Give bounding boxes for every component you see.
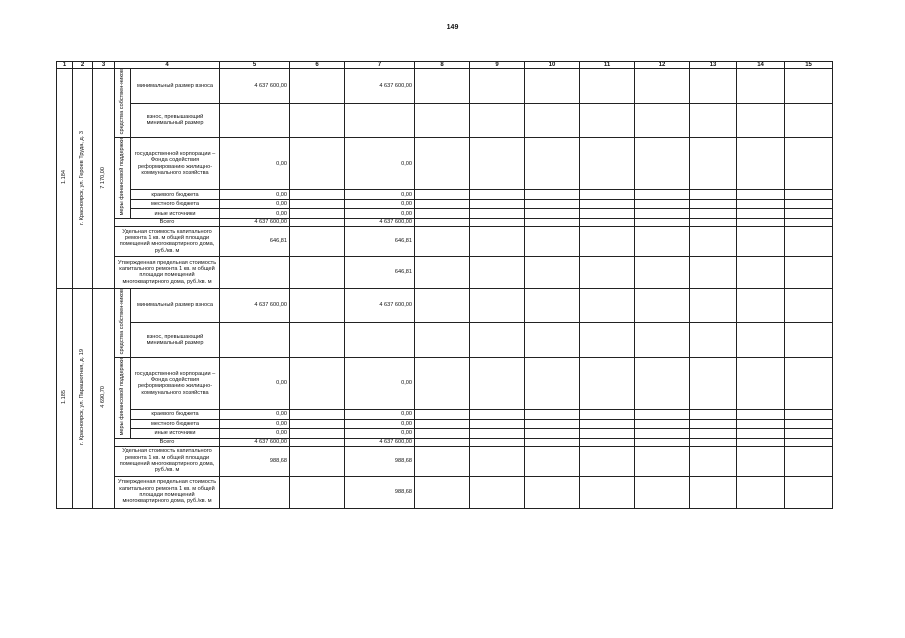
record-row [57, 69, 833, 103]
empty-cell [635, 103, 690, 137]
empty-cell [737, 218, 785, 226]
fund-label: государственной корпорации – Фонда содействия реформированию жилищно-коммунального хозяйства [131, 138, 220, 190]
empty-cell [635, 438, 690, 446]
empty-cell [525, 209, 580, 219]
cell-c5: 0,00 [220, 209, 290, 219]
cell-c5: 988,68 [220, 446, 290, 476]
empty-cell [470, 226, 525, 256]
column-header: 12 [635, 62, 690, 69]
empty-cell [690, 138, 737, 190]
empty-cell [525, 190, 580, 200]
empty-cell [737, 419, 785, 429]
empty-cell [635, 209, 690, 219]
cell-c7: 0,00 [345, 419, 415, 429]
empty-cell [737, 476, 785, 508]
empty-cell [690, 429, 737, 439]
empty-cell [580, 218, 635, 226]
cell-c7: 988,68 [345, 476, 415, 508]
empty-cell [690, 69, 737, 103]
empty-cell [635, 429, 690, 439]
empty-cell [635, 256, 690, 288]
empty-cell [635, 476, 690, 508]
empty-cell [785, 190, 833, 200]
record-row [57, 103, 833, 137]
empty-cell [345, 103, 415, 137]
empty-cell [690, 199, 737, 209]
empty-cell [290, 218, 345, 226]
empty-cell [737, 226, 785, 256]
column-header: 3 [93, 62, 115, 69]
record-row [57, 256, 833, 288]
empty-cell [415, 199, 470, 209]
empty-cell [580, 419, 635, 429]
empty-cell [290, 103, 345, 137]
empty-cell [525, 103, 580, 137]
record-area: 7 170,00 [93, 69, 115, 289]
cell-c7: 4 637 600,00 [345, 218, 415, 226]
local-label: местного бюджета [131, 199, 220, 209]
empty-cell [785, 419, 833, 429]
empty-cell [785, 357, 833, 409]
cell-c5: 0,00 [220, 419, 290, 429]
empty-cell [290, 429, 345, 439]
empty-cell [690, 103, 737, 137]
empty-cell [290, 138, 345, 190]
approved-limit-label: Утвержденная предельная стоимость капитального ремонта 1 кв. м общей площади помещений многоквартирного дома, руб./кв. м [115, 256, 220, 288]
record-row [57, 410, 833, 420]
empty-cell [470, 69, 525, 103]
empty-cell [737, 190, 785, 200]
empty-cell [785, 446, 833, 476]
empty-cell [785, 256, 833, 288]
empty-cell [290, 226, 345, 256]
column-header: 4 [115, 62, 220, 69]
empty-cell [580, 410, 635, 420]
empty-cell [580, 199, 635, 209]
record-address: г. Красноярск, ул. Героев Труда, д. 3 [73, 69, 93, 289]
empty-cell [785, 429, 833, 439]
empty-cell [580, 190, 635, 200]
empty-cell [690, 410, 737, 420]
empty-cell [635, 226, 690, 256]
empty-cell [525, 288, 580, 322]
record-row [57, 323, 833, 357]
empty-cell [415, 190, 470, 200]
empty-cell [580, 103, 635, 137]
specific-cost-label: Удельная стоимость капитального ремонта 1 кв. м общей площади помещений многоквартирного дома, руб./кв. м [115, 226, 220, 256]
empty-cell [415, 357, 470, 409]
cell-c5: 0,00 [220, 357, 290, 409]
empty-cell [580, 438, 635, 446]
empty-cell [290, 438, 345, 446]
empty-cell [525, 138, 580, 190]
regional-label: краевого бюджета [131, 190, 220, 200]
empty-cell [525, 69, 580, 103]
cell-c7: 4 637 600,00 [345, 69, 415, 103]
regional-label: краевого бюджета [131, 410, 220, 420]
empty-cell [580, 138, 635, 190]
column-header: 13 [690, 62, 737, 69]
empty-cell [737, 410, 785, 420]
empty-cell [690, 357, 737, 409]
cell-c7: 646,81 [345, 226, 415, 256]
empty-cell [415, 226, 470, 256]
above-min-label: взнос, превышающий минимальный размер [131, 103, 220, 137]
empty-cell [785, 218, 833, 226]
empty-cell [290, 357, 345, 409]
empty-cell [737, 256, 785, 288]
empty-cell [415, 256, 470, 288]
total-label: Всего [115, 218, 220, 226]
empty-cell [415, 429, 470, 439]
cell-c5: 0,00 [220, 138, 290, 190]
cell-c5: 4 637 600,00 [220, 288, 290, 322]
empty-cell [470, 209, 525, 219]
empty-cell [737, 446, 785, 476]
repair-cost-table [56, 61, 833, 509]
empty-cell [470, 199, 525, 209]
column-header: 8 [415, 62, 470, 69]
empty-cell [525, 446, 580, 476]
empty-cell [580, 446, 635, 476]
empty-cell [470, 218, 525, 226]
empty-cell [525, 410, 580, 420]
cell-c5: 4 637 600,00 [220, 438, 290, 446]
empty-cell [290, 476, 345, 508]
empty-cell [635, 323, 690, 357]
empty-cell [785, 209, 833, 219]
empty-cell [690, 226, 737, 256]
other-label: иные источники [131, 429, 220, 439]
cell-c7: 0,00 [345, 209, 415, 219]
min-contribution-label: минимальный размер взноса [131, 69, 220, 103]
empty-cell [635, 288, 690, 322]
empty-cell [635, 138, 690, 190]
empty-cell [737, 69, 785, 103]
empty-cell [525, 256, 580, 288]
record-row [57, 199, 833, 209]
empty-cell [470, 419, 525, 429]
empty-cell [785, 226, 833, 256]
cell-c7: 0,00 [345, 199, 415, 209]
record-row [57, 429, 833, 439]
empty-cell [290, 288, 345, 322]
empty-cell [290, 446, 345, 476]
empty-cell [415, 218, 470, 226]
empty-cell [470, 429, 525, 439]
empty-cell [785, 410, 833, 420]
empty-cell [785, 476, 833, 508]
empty-cell [470, 438, 525, 446]
empty-cell [290, 410, 345, 420]
owners-funds-label: средства собствен-ников [115, 288, 131, 357]
empty-cell [525, 419, 580, 429]
empty-cell [415, 476, 470, 508]
empty-cell [690, 190, 737, 200]
empty-cell [580, 476, 635, 508]
empty-cell [415, 288, 470, 322]
record-row [57, 138, 833, 190]
empty-cell [737, 103, 785, 137]
empty-cell [737, 209, 785, 219]
total-label: Всего [115, 438, 220, 446]
record-row [57, 209, 833, 219]
empty-cell [737, 138, 785, 190]
column-header: 6 [290, 62, 345, 69]
empty-cell [525, 199, 580, 209]
empty-cell [525, 429, 580, 439]
support-measures-label: меры финансовой поддержки [115, 357, 131, 438]
empty-cell [415, 419, 470, 429]
empty-cell [737, 429, 785, 439]
empty-cell [470, 476, 525, 508]
empty-cell [415, 438, 470, 446]
above-min-label: взнос, превышающий минимальный размер [131, 323, 220, 357]
empty-cell [220, 103, 290, 137]
record-row [57, 190, 833, 200]
cell-c7: 0,00 [345, 138, 415, 190]
empty-cell [635, 190, 690, 200]
empty-cell [290, 256, 345, 288]
cell-c5: 0,00 [220, 429, 290, 439]
column-header: 5 [220, 62, 290, 69]
cell-c7: 4 637 600,00 [345, 438, 415, 446]
cell-c5: 4 637 600,00 [220, 218, 290, 226]
empty-cell [690, 438, 737, 446]
cell-c7: 0,00 [345, 429, 415, 439]
cell-c7: 646,81 [345, 256, 415, 288]
empty-cell [580, 323, 635, 357]
empty-cell [785, 103, 833, 137]
cell-c7: 988,68 [345, 446, 415, 476]
empty-cell [415, 138, 470, 190]
column-header: 7 [345, 62, 415, 69]
empty-cell [415, 446, 470, 476]
empty-cell [690, 446, 737, 476]
empty-cell [470, 103, 525, 137]
record-row [57, 438, 833, 446]
empty-cell [635, 419, 690, 429]
record-row [57, 446, 833, 476]
empty-cell [470, 446, 525, 476]
cell-c5: 0,00 [220, 199, 290, 209]
cell-c5: 0,00 [220, 410, 290, 420]
cell-c7: 0,00 [345, 190, 415, 200]
cell-c5: 4 637 600,00 [220, 69, 290, 103]
empty-cell [290, 323, 345, 357]
empty-cell [580, 288, 635, 322]
empty-cell [580, 226, 635, 256]
record-number: 1.185 [57, 288, 73, 508]
column-header: 14 [737, 62, 785, 69]
empty-cell [785, 438, 833, 446]
empty-cell [470, 190, 525, 200]
empty-cell [737, 438, 785, 446]
other-label: иные источники [131, 209, 220, 219]
empty-cell [415, 323, 470, 357]
empty-cell [580, 69, 635, 103]
empty-cell [737, 199, 785, 209]
empty-cell [737, 323, 785, 357]
header-row [57, 62, 833, 69]
empty-cell [737, 288, 785, 322]
column-header: 15 [785, 62, 833, 69]
empty-cell [525, 438, 580, 446]
page-number: 149 [446, 24, 459, 31]
column-header: 2 [73, 62, 93, 69]
empty-cell [470, 410, 525, 420]
empty-cell [635, 218, 690, 226]
empty-cell [470, 256, 525, 288]
empty-cell [525, 476, 580, 508]
empty-cell [635, 446, 690, 476]
column-header: 11 [580, 62, 635, 69]
empty-cell [580, 256, 635, 288]
empty-cell [290, 209, 345, 219]
empty-cell [415, 209, 470, 219]
empty-cell [785, 199, 833, 209]
empty-cell [580, 209, 635, 219]
empty-cell [470, 138, 525, 190]
empty-cell [525, 226, 580, 256]
empty-cell [470, 357, 525, 409]
empty-cell [415, 410, 470, 420]
empty-cell [690, 476, 737, 508]
record-area: 4 690,70 [93, 288, 115, 508]
owners-funds-label: средства собствен-ников [115, 69, 131, 138]
empty-cell [737, 357, 785, 409]
empty-cell [415, 103, 470, 137]
record-address: г. Красноярск, ул. Парашютная, д. 19 [73, 288, 93, 508]
empty-cell [690, 256, 737, 288]
empty-cell [785, 288, 833, 322]
empty-cell [220, 323, 290, 357]
empty-cell [635, 199, 690, 209]
record-row [57, 419, 833, 429]
empty-cell [220, 476, 290, 508]
empty-cell [635, 357, 690, 409]
empty-cell [785, 138, 833, 190]
fund-label: государственной корпорации – Фонда содействия реформированию жилищно-коммунального хозяйства [131, 357, 220, 409]
empty-cell [525, 357, 580, 409]
column-header: 10 [525, 62, 580, 69]
record-row [57, 218, 833, 226]
empty-cell [525, 218, 580, 226]
cell-c7: 0,00 [345, 357, 415, 409]
empty-cell [580, 357, 635, 409]
empty-cell [785, 323, 833, 357]
cell-c5: 646,81 [220, 226, 290, 256]
specific-cost-label: Удельная стоимость капитального ремонта 1 кв. м общей площади помещений многоквартирного дома, руб./кв. м [115, 446, 220, 476]
empty-cell [220, 256, 290, 288]
empty-cell [470, 323, 525, 357]
record-row [57, 226, 833, 256]
empty-cell [635, 69, 690, 103]
empty-cell [290, 190, 345, 200]
empty-cell [345, 323, 415, 357]
approved-limit-label: Утвержденная предельная стоимость капитального ремонта 1 кв. м общей площади помещений многоквартирного дома, руб./кв. м [115, 476, 220, 508]
min-contribution-label: минимальный размер взноса [131, 288, 220, 322]
support-measures-label: меры финансовой поддержки [115, 138, 131, 219]
record-number: 1.184 [57, 69, 73, 289]
empty-cell [290, 199, 345, 209]
column-header: 9 [470, 62, 525, 69]
empty-cell [580, 429, 635, 439]
empty-cell [690, 323, 737, 357]
empty-cell [690, 218, 737, 226]
cell-c7: 4 637 600,00 [345, 288, 415, 322]
record-row [57, 288, 833, 322]
record-row [57, 357, 833, 409]
empty-cell [525, 323, 580, 357]
empty-cell [290, 69, 345, 103]
empty-cell [690, 419, 737, 429]
record-row [57, 476, 833, 508]
empty-cell [470, 288, 525, 322]
column-header: 1 [57, 62, 73, 69]
empty-cell [290, 419, 345, 429]
empty-cell [690, 209, 737, 219]
empty-cell [690, 288, 737, 322]
empty-cell [415, 69, 470, 103]
cell-c7: 0,00 [345, 410, 415, 420]
empty-cell [635, 410, 690, 420]
local-label: местного бюджета [131, 419, 220, 429]
empty-cell [785, 69, 833, 103]
cell-c5: 0,00 [220, 190, 290, 200]
